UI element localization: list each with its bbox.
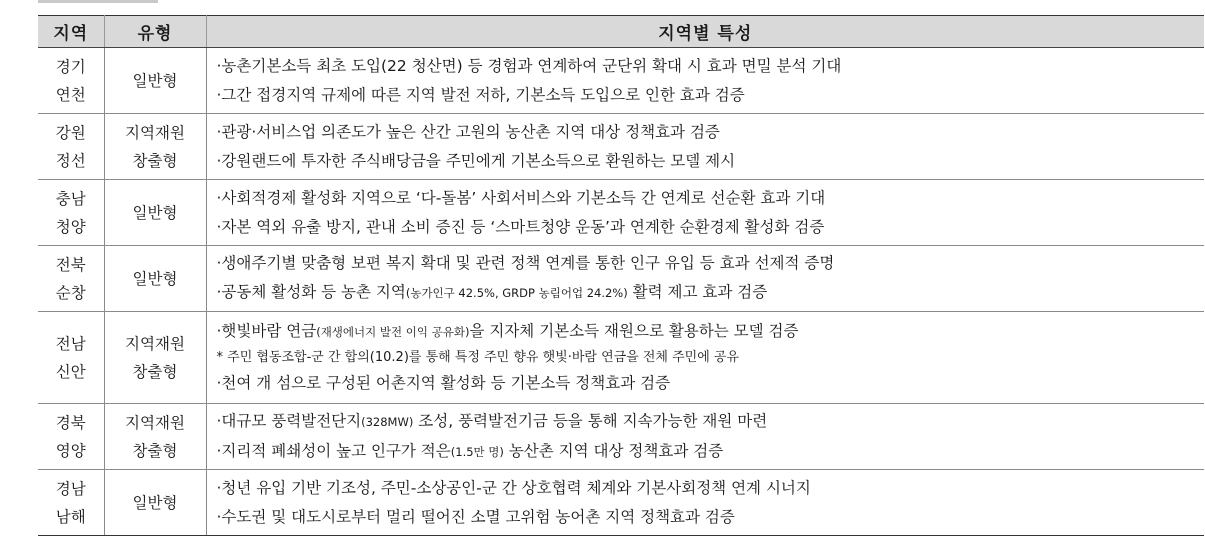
type-label-part: 일반형 [132, 203, 178, 222]
table-row [38, 470, 1204, 536]
feature-text: ·수도권 및 대도시로부터 멀리 떨어진 소멸 고위험 농어촌 지역 정책효과 검증 [216, 507, 735, 526]
region-name-part: 순창 [55, 283, 86, 302]
region-name-part: 연천 [55, 85, 86, 104]
feature-text: ·지리적 폐쇄성이 높고 인구가 적은 [216, 441, 451, 460]
feature-parenthetical: (1.5만 명) [450, 444, 504, 459]
region-cell [38, 470, 104, 536]
table-body [38, 48, 1204, 536]
type-label-part: 일반형 [132, 493, 178, 512]
features-cell [206, 404, 1204, 470]
feature-line [217, 317, 1201, 347]
region-cell [38, 114, 104, 180]
type-label-part: 창출형 [132, 362, 178, 381]
region-name-part: 충남 [55, 189, 86, 208]
region-name-part: 전북 [55, 255, 86, 274]
features-cell [206, 246, 1204, 312]
type-cell [104, 312, 206, 404]
feature-text: ·그간 접경지역 규제에 따른 지역 발전 저하, 기본소득 도입으로 인한 효과 검증 [216, 85, 745, 104]
table-row [38, 48, 1204, 114]
type-label-part: 창출형 [132, 151, 178, 170]
table-row [38, 312, 1204, 404]
region-name-part: 신안 [55, 362, 86, 381]
features-cell [206, 48, 1204, 114]
header-type: 유형 [104, 16, 206, 48]
feature-text: ·대규모 풍력발전단지 [216, 411, 362, 430]
feature-parenthetical: (재생에너지 발전 이익 공유화) [316, 325, 470, 339]
region-cell [38, 312, 104, 404]
region-name-part: 영양 [55, 441, 86, 460]
region-cell [38, 246, 104, 312]
feature-text: ·관광·서비스업 의존도가 높은 산간 고원의 농산촌 지역 대상 정책효과 검증 [216, 122, 720, 141]
region-name-part: 남해 [55, 507, 86, 526]
feature-line [217, 474, 1201, 503]
feature-text: ·청년 유입 기반 기조성, 주민-소상공인-군 간 상호협력 체계와 기본사회정책 연계 시너지 [216, 478, 811, 497]
regional-characteristics-table [38, 15, 1204, 536]
region-name-part: 정선 [55, 151, 86, 170]
region-cell [38, 48, 104, 114]
type-label-part: 일반형 [132, 269, 178, 288]
type-label-part: 지역재원 [125, 334, 185, 353]
feature-text: ·햇빛바람 연금 [216, 322, 317, 340]
feature-text: ·천여 개 섬으로 구성된 어촌지역 활성화 등 기본소득 정책효과 검증 [216, 374, 671, 392]
feature-line [217, 213, 1201, 242]
feature-text: ·공동체 활성화 등 농촌 지역 [216, 283, 406, 301]
type-cell [104, 114, 206, 180]
table-row [38, 180, 1204, 246]
feature-line [217, 437, 1201, 467]
feature-line [217, 184, 1201, 213]
feature-text: ·사회적경제 활성화 지역으로 ‘다-돌봄’ 사회서비스와 기본소득 간 연계로 선순환 효과 기대 [216, 188, 826, 207]
region-name-part: 경북 [55, 413, 86, 432]
feature-text-continued: 조성, 풍력발전기금 등을 통해 지속가능한 재원 마련 [413, 411, 768, 430]
feature-text: ·농촌기본소득 최초 도입(22 청산면) 등 경험과 연계하여 군단위 확대 시 효과 면밀 분석 기대 [216, 56, 842, 75]
feature-text-continued: 활력 제고 효과 검증 [627, 283, 768, 301]
footnote-line: * 주민 협동조합-군 간 합의(10.2)를 통해 특정 주민 향유 햇빛·바람 연금을 전체 주민에 공유 [216, 350, 740, 365]
features-cell [206, 180, 1204, 246]
type-cell [104, 246, 206, 312]
type-label-part: 일반형 [132, 71, 178, 90]
region-name-part: 경남 [55, 479, 86, 498]
feature-line [217, 147, 1201, 176]
region-cell [38, 180, 104, 246]
feature-parenthetical: (328MW) [361, 414, 414, 429]
type-cell [104, 180, 206, 246]
header-region: 지역 [38, 16, 104, 48]
table-row [38, 404, 1204, 470]
type-cell [104, 48, 206, 114]
top-rule [38, 0, 158, 3]
feature-line [217, 81, 1201, 110]
features-cell [206, 470, 1204, 536]
region-name-part: 청양 [55, 217, 86, 236]
feature-line [217, 52, 1201, 81]
table-header-row [38, 16, 1204, 48]
feature-line [217, 118, 1201, 147]
feature-text-continued: 농산촌 지역 대상 정책효과 검증 [503, 441, 724, 460]
header-features: 지역별 특성 [206, 16, 1204, 48]
feature-parenthetical: (농가인구 42.5%, GRDP 농림어업 24.2%) [405, 286, 628, 300]
feature-text: ·자본 역외 유출 방지, 관내 소비 증진 등 ‘스마트청양 운동’과 연계한 순환경제 활성화 검증 [216, 217, 825, 236]
region-name-part: 강원 [55, 123, 86, 142]
feature-text-continued: 을 지자체 기본소득 재원으로 활용하는 모델 검증 [469, 322, 799, 340]
type-label-part: 지역재원 [125, 413, 185, 432]
feature-line [217, 407, 1201, 437]
region-name-part: 경기 [55, 57, 86, 76]
type-label-part: 창출형 [132, 441, 178, 460]
region-name-part: 전남 [55, 334, 86, 353]
features-cell [206, 312, 1204, 404]
table-row [38, 246, 1204, 312]
type-cell [104, 470, 206, 536]
feature-line [217, 249, 1201, 278]
feature-line [217, 369, 1201, 398]
features-cell [206, 114, 1204, 180]
feature-line [217, 278, 1201, 308]
feature-text: ·생애주기별 맞춤형 보편 복지 확대 및 관련 정책 연계를 통한 인구 유입 등 효과 선제적 증명 [216, 254, 835, 272]
feature-line [217, 503, 1201, 532]
table-row [38, 114, 1204, 180]
feature-text: ·강원랜드에 투자한 주식배당금을 주민에게 기본소득으로 환원하는 모델 제시 [216, 151, 736, 170]
region-cell [38, 404, 104, 470]
type-cell [104, 404, 206, 470]
type-label-part: 지역재원 [125, 123, 185, 142]
